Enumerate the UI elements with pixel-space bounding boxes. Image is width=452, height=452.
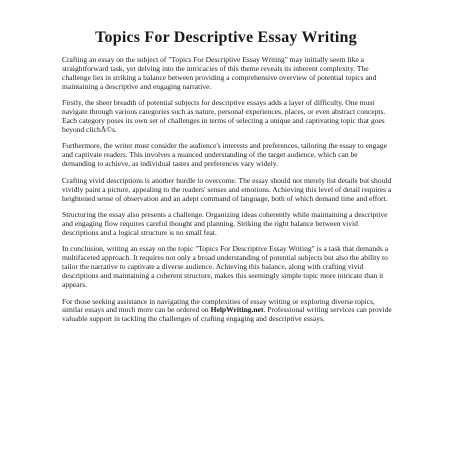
paragraph-conclusion: In conclusion, writing an essay on the topic "Topics For Descriptive Essay Writing" is a task that demands a multifaceted approach. It requires not only a broad understanding of potential subjects but also the ability to tailor the narrative to captivate a diverse audience. Achieving this balance, along with crafting vivid descriptions and maintaining a coherent structure, makes this seemingly simple topic more intricate than it appears. <box>62 244 389 289</box>
assistance-text-after: . Professional writing services can provide valuable support in tackling the challenges of crafting engaging and descriptive essays. <box>62 305 392 324</box>
paragraph-descriptions: Crafting vivid descriptions is another hurdle to overcome. The essay should not merely list details but should vividly paint a picture, appealing to the readers' senses and emotions. Achieving this level of detail requires a heightened sense of observation and an adept command of language, both of which demand time and effort. <box>62 175 392 203</box>
paragraph-intro: Crafting an essay on the subject of "Topics For Descriptive Essay Writing" may initially seem like a straightforward task, yet delving into the intricacies of this theme reveals its inherent complexity. The challenge lies in striking a balance between providing a comprehensive overview of potential topics and maintaining a descriptive and engaging narrative. <box>62 55 377 91</box>
paragraph-audience: Furthermore, the writer must consider the audience's interests and preferences, tailoring the essay to engage and captivate readers. This involves a nuanced understanding of the target audience, which can be demanding to achieve, as individual tastes and preferences vary widely. <box>62 141 387 169</box>
page-title: Topics For Descriptive Essay Writing <box>95 29 357 46</box>
paragraph-breadth: Firstly, the sheer breadth of potential subjects for descriptive essays adds a layer of difficulty. One must navigate through various categories such as nature, personal experiences, places, or even abstract concepts. Each category poses its own set of challenges in terms of selecting a unique and captivating topic that goes beyond clichÃ©s. <box>62 98 386 134</box>
essay-body <box>62 56 392 332</box>
helpwriting-link[interactable]: HelpWriting.net <box>210 305 264 315</box>
paragraph-structure: Structuring the essay also presents a challenge. Organizing ideas coherently while maintaining a descriptive and engaging flow requires careful thought and planning. Striking the right balance between vivid descriptions and a logical structure is no small feat. <box>62 210 388 237</box>
assistance-text-before: For those seeking assistance in navigating the complexities of essay writing or exploring diverse topics, similar essays and much more can be ordered on <box>62 296 375 315</box>
paragraph-assistance <box>62 298 392 325</box>
